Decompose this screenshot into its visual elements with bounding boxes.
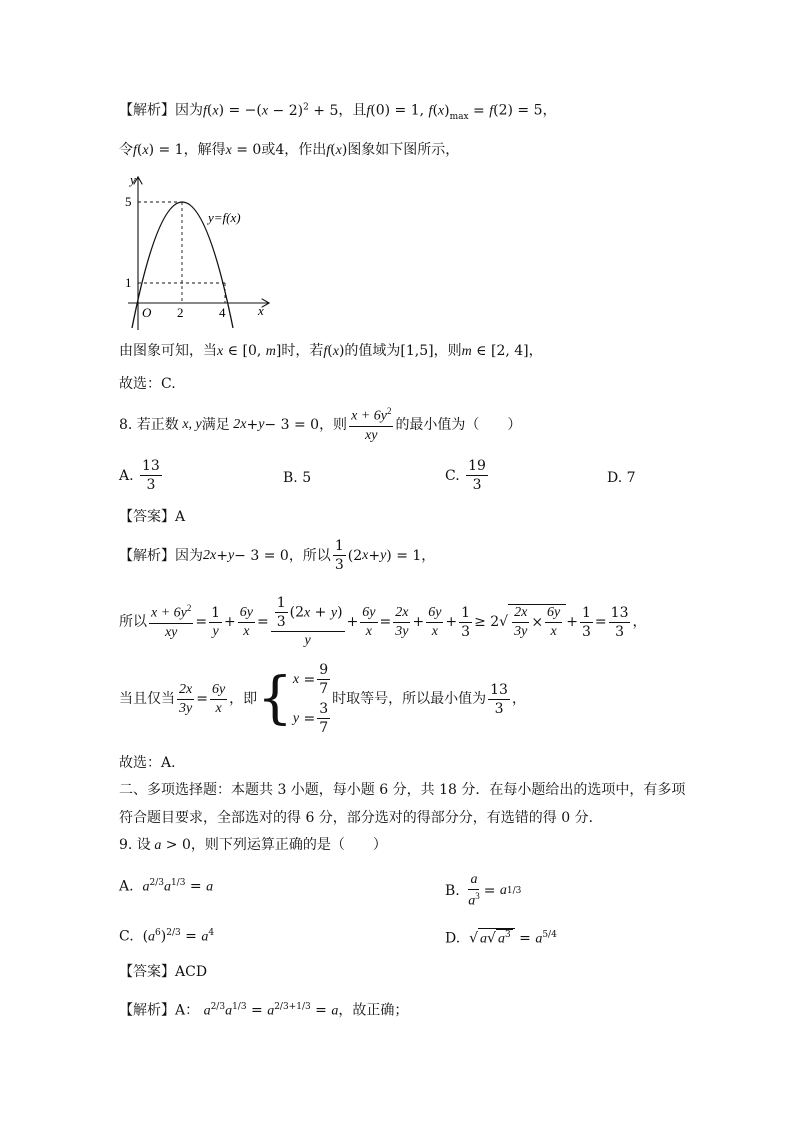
q8-option-c-num: 19: [466, 458, 488, 476]
sol7-line3-d: ，则: [433, 343, 462, 359]
q8-eq-prefix: 当且仅当: [119, 691, 175, 708]
sol7-choose: 故选：C.: [119, 376, 176, 392]
tick-y-1: 1: [125, 275, 132, 290]
q9-option-a-letter: A.: [119, 878, 134, 895]
sol7-line1-tail: ，: [542, 102, 557, 119]
q8-option-a-den: 3: [146, 477, 156, 494]
q8-sol-so2: 所以: [119, 614, 147, 631]
q8-sol-so: ，所以: [288, 547, 331, 564]
q8-option-c: [445, 458, 490, 493]
sol7-line1-mid: ，且: [338, 102, 367, 119]
q9-sol-tail: ，故正确；: [338, 1002, 409, 1019]
q8-option-d: [607, 470, 636, 486]
sol7-line2-c: ，作出: [284, 142, 327, 158]
q8-eq-ji: ，即: [229, 691, 258, 708]
q9-option-b-letter: B.: [445, 882, 460, 899]
sol7-line2-or: 或: [261, 142, 276, 158]
origin-label: O: [142, 305, 152, 320]
sol7-line2-b: ，解得: [183, 142, 226, 158]
sol7-line3-e: ，: [528, 343, 543, 359]
sol7-line3-b: 时，若: [281, 343, 324, 359]
q8-fraction: $\frac{x + 6y^2}{xy}$: [351, 406, 392, 443]
q9-stem-b: ，则下列运算正确的是（ ）: [190, 837, 387, 853]
q8-stem-a: 8. 若正数: [119, 416, 179, 433]
y-axis-label: y: [130, 172, 136, 187]
x-axis-label: x: [258, 303, 264, 318]
section2-line2: 符合题目要求，全部选对的得 6 分，部分选对的得部分分，有选错的得 0 分．: [119, 810, 603, 826]
q8-sol-end: ，: [421, 547, 436, 564]
q8-option-b: [283, 470, 311, 486]
curve-label: y=f(x): [208, 210, 241, 225]
q8-option-c-letter: C.: [445, 467, 460, 484]
q9-option-a: A. $a^{2/3}a^{1/3} = a$: [119, 878, 214, 895]
q8-choose: 故选：A.: [119, 755, 176, 771]
q8-stem-d: 的最小值为（ ）: [395, 416, 522, 433]
sol7-line2: 令f(x) = 1，解得x = 0或4，作出f(x)图象如下图所示，: [119, 142, 460, 158]
q8-option-d-text: 7: [626, 470, 636, 486]
q8-option-b-text: 5: [302, 470, 312, 486]
q9-sol-line1: 【解析】A： $a^{2/3}a^{1/3} = a^{2/3+1/3} = a$，故正确；: [119, 1002, 409, 1019]
q9-stem-a: 9. 设: [119, 837, 151, 853]
q9-stem: 9. 设 a > 0，则下列运算正确的是（ ）: [119, 837, 387, 853]
section2-line1: 二、多项选择题：本题共 3 小题，每小题 6 分，共 18 分．在每小题给出的选项中，有多项: [119, 782, 686, 798]
q9-option-c-letter: C.: [119, 928, 134, 945]
q8-option-b-letter: B.: [283, 470, 298, 486]
sol7-line3-c: 的值域为: [344, 343, 401, 359]
sol7-line1: 【解析】因为$f(x) = -(x - 2)^2 + 5$，且f(0) = 1, $f(x)_{max} = f(2) = 5$，: [119, 102, 557, 122]
q9-option-d-letter: D.: [445, 930, 461, 947]
q8-sol-line3: 当且仅当 $\frac{2x}{3y}$ = $\frac{6y}{x}$ ，即 { x = $\frac{9}{7}$ y = $\frac{3}{7}$ 时取等号，所以最小值为 $\frac{13}{3}$ ，: [119, 662, 526, 737]
formula-f-def: f: [203, 103, 207, 119]
tick-y-5: 5: [125, 194, 132, 209]
q9-option-d: D. √ a√ $a^3 = a^{5/4}$: [445, 930, 557, 947]
q8-sol-line2: 所以 $\frac{x + 6y^2}{xy}$ = $\frac{1}{y}$ + $\frac{6y}{x}$ = $\frac{1}{3}$ (2x + y) y + $\frac{6y}{x}$ = $\frac{2x}{3y}$ + $\frac{6y}{x}$ + $\frac{1}{3}$ ≥ 2 √ $\frac{2x}{3y}$ × $\frac{6y}{x}$ + $\frac{1}{3}$ = $\frac{13}{3}$ ，: [119, 595, 647, 649]
q8-option-a-num: 13: [140, 458, 162, 476]
sol7-line1-lead: 【解析】因为: [119, 102, 203, 119]
q9-option-c: C. $(a^6)^{2/3} = a^4$: [119, 928, 215, 945]
tick-x-4: 4: [219, 305, 226, 320]
q8-eq-take: 时取等号，所以最小值为: [332, 691, 487, 708]
q8-sol-line1: 【解析】因为 2x + y − 3 = 0 ，所以 $\frac{1}{3}$ (2 x + y ) = 1 ，: [119, 538, 436, 574]
q9-option-b: B. $\frac{a}{a^3}$ = a 1/3: [445, 872, 522, 909]
q8-option-d-letter: D.: [607, 470, 623, 486]
parabola-graph: [120, 170, 280, 335]
q8-sol-lead: 【解析】因为: [119, 547, 203, 564]
sol7-line2-d: 图象如下图所示，: [347, 142, 460, 158]
sol7-line2-a: 令: [119, 142, 133, 158]
q8-stem-c: ，则: [319, 416, 348, 433]
q8-stem: 8. 若正数 x, y 满足 2x + y − 3 = 0 ，则 $\frac{x + 6y^2}{xy}$ 的最小值为（ ）: [119, 406, 522, 443]
q8-stem-b: 满足: [201, 416, 230, 433]
tick-x-2: 2: [177, 305, 184, 320]
q8-answer: 【答案】A: [119, 509, 186, 525]
q8-option-a-letter: A.: [119, 467, 134, 484]
q9-sol-lead: 【解析】A：: [119, 1002, 200, 1019]
q8-option-a: [119, 458, 164, 493]
sol7-line3-a: 由图象可知，当: [119, 343, 217, 359]
q8-eq-end: ，: [511, 691, 526, 708]
q9-answer: 【答案】ACD: [119, 964, 208, 980]
q8-option-c-den: 3: [472, 477, 482, 494]
sol7-line3: 由图象可知，当x ∈ [0, m]时，若f(x)的值域为[1,5]，则m ∈ [2, 4]，: [119, 343, 543, 359]
